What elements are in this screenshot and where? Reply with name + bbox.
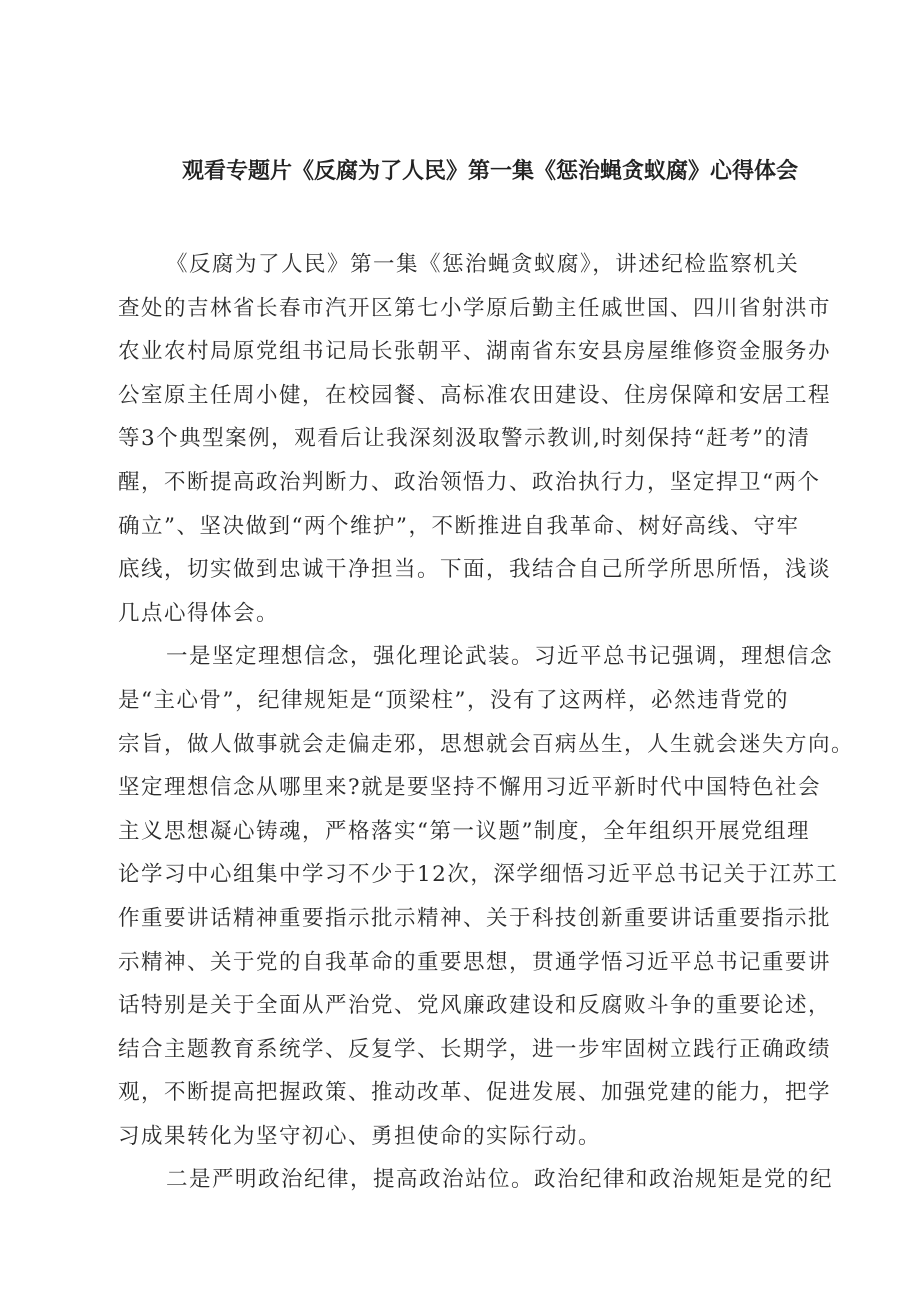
document-title: 观看专题片《反腐为了人民》第一集《惩治蝇贪蚁腐》心得体会	[181, 159, 798, 184]
body-line: 几点心得体会。	[118, 600, 280, 626]
document-body	[118, 243, 855, 1202]
body-line: 查处的吉林省长春市汽开区第七小学原后勤主任戚世国、四川省射洪市	[118, 295, 832, 321]
body-line: 结合主题教育系统学、反复学、长期学，进一步牢固树立践行正确政绩	[118, 1036, 832, 1062]
body-line: 主义思想凝心铸魂，严格落实“第一议题”制度，全年组织开展党组理	[118, 818, 810, 844]
body-line: 二是严明政治纪律，提高政治站位。政治纪律和政治规矩是党的纪	[166, 1167, 834, 1193]
body-line: 论学习中心组集中学习不少于12次，深学细悟习近平总书记关于江苏工	[118, 862, 839, 888]
body-line: 宗旨，做人做事就会走偏走邪，思想就会百病丛生，人生就会迷失方向。	[118, 731, 855, 757]
body-line: 等3个典型案例，观看后让我深刻汲取警示教训,时刻保持“赶考”的清	[118, 426, 811, 452]
body-line: 话特别是关于全面从严治党、党风廉政建设和反腐败斗争的重要论述，	[118, 993, 832, 1019]
body-line: 农业农村局原党组书记局长张朝平、湖南省东安县房屋维修资金服务办	[118, 339, 832, 365]
body-line: 是“主心骨”，纪律规矩是“顶梁柱”，没有了这两样，必然违背党的	[118, 687, 789, 713]
body-line: 示精神、关于党的自我革命的重要思想，贯通学悟习近平总书记重要讲	[118, 949, 832, 975]
body-line: 一是坚定理想信念，强化理论武装。习近平总书记强调，理想信念	[166, 644, 834, 670]
body-line: 作重要讲话精神重要指示批示精神、关于科技创新重要讲话重要指示批	[118, 905, 832, 931]
body-line: 坚定理想信念从哪里来?就是要坚持不懈用习近平新时代中国特色社会	[118, 775, 822, 801]
body-line: 底线，切实做到忠诚干净担当。下面，我结合自己所学所思所悟，浅谈	[118, 557, 832, 583]
body-line: 观，不断提高把握政策、推动改革、促进发展、加强党建的能力，把学	[118, 1080, 832, 1106]
body-line: 公室原主任周小健，在校园餐、高标准农田建设、住房保障和安居工程	[118, 382, 832, 408]
body-line: 醒，不断提高政治判断力、政治领悟力、政治执行力，坚定捍卫“两个	[118, 469, 821, 495]
body-line: 《反腐为了人民》第一集《惩治蝇贪蚁腐》，讲述纪检监察机关	[166, 252, 800, 277]
body-line: 确立”、坚决做到“两个维护”，不断推进自我革命、树好高线、守牢	[118, 513, 800, 539]
body-line: 习成果转化为坚守初心、勇担使命的实际行动。	[118, 1123, 602, 1149]
